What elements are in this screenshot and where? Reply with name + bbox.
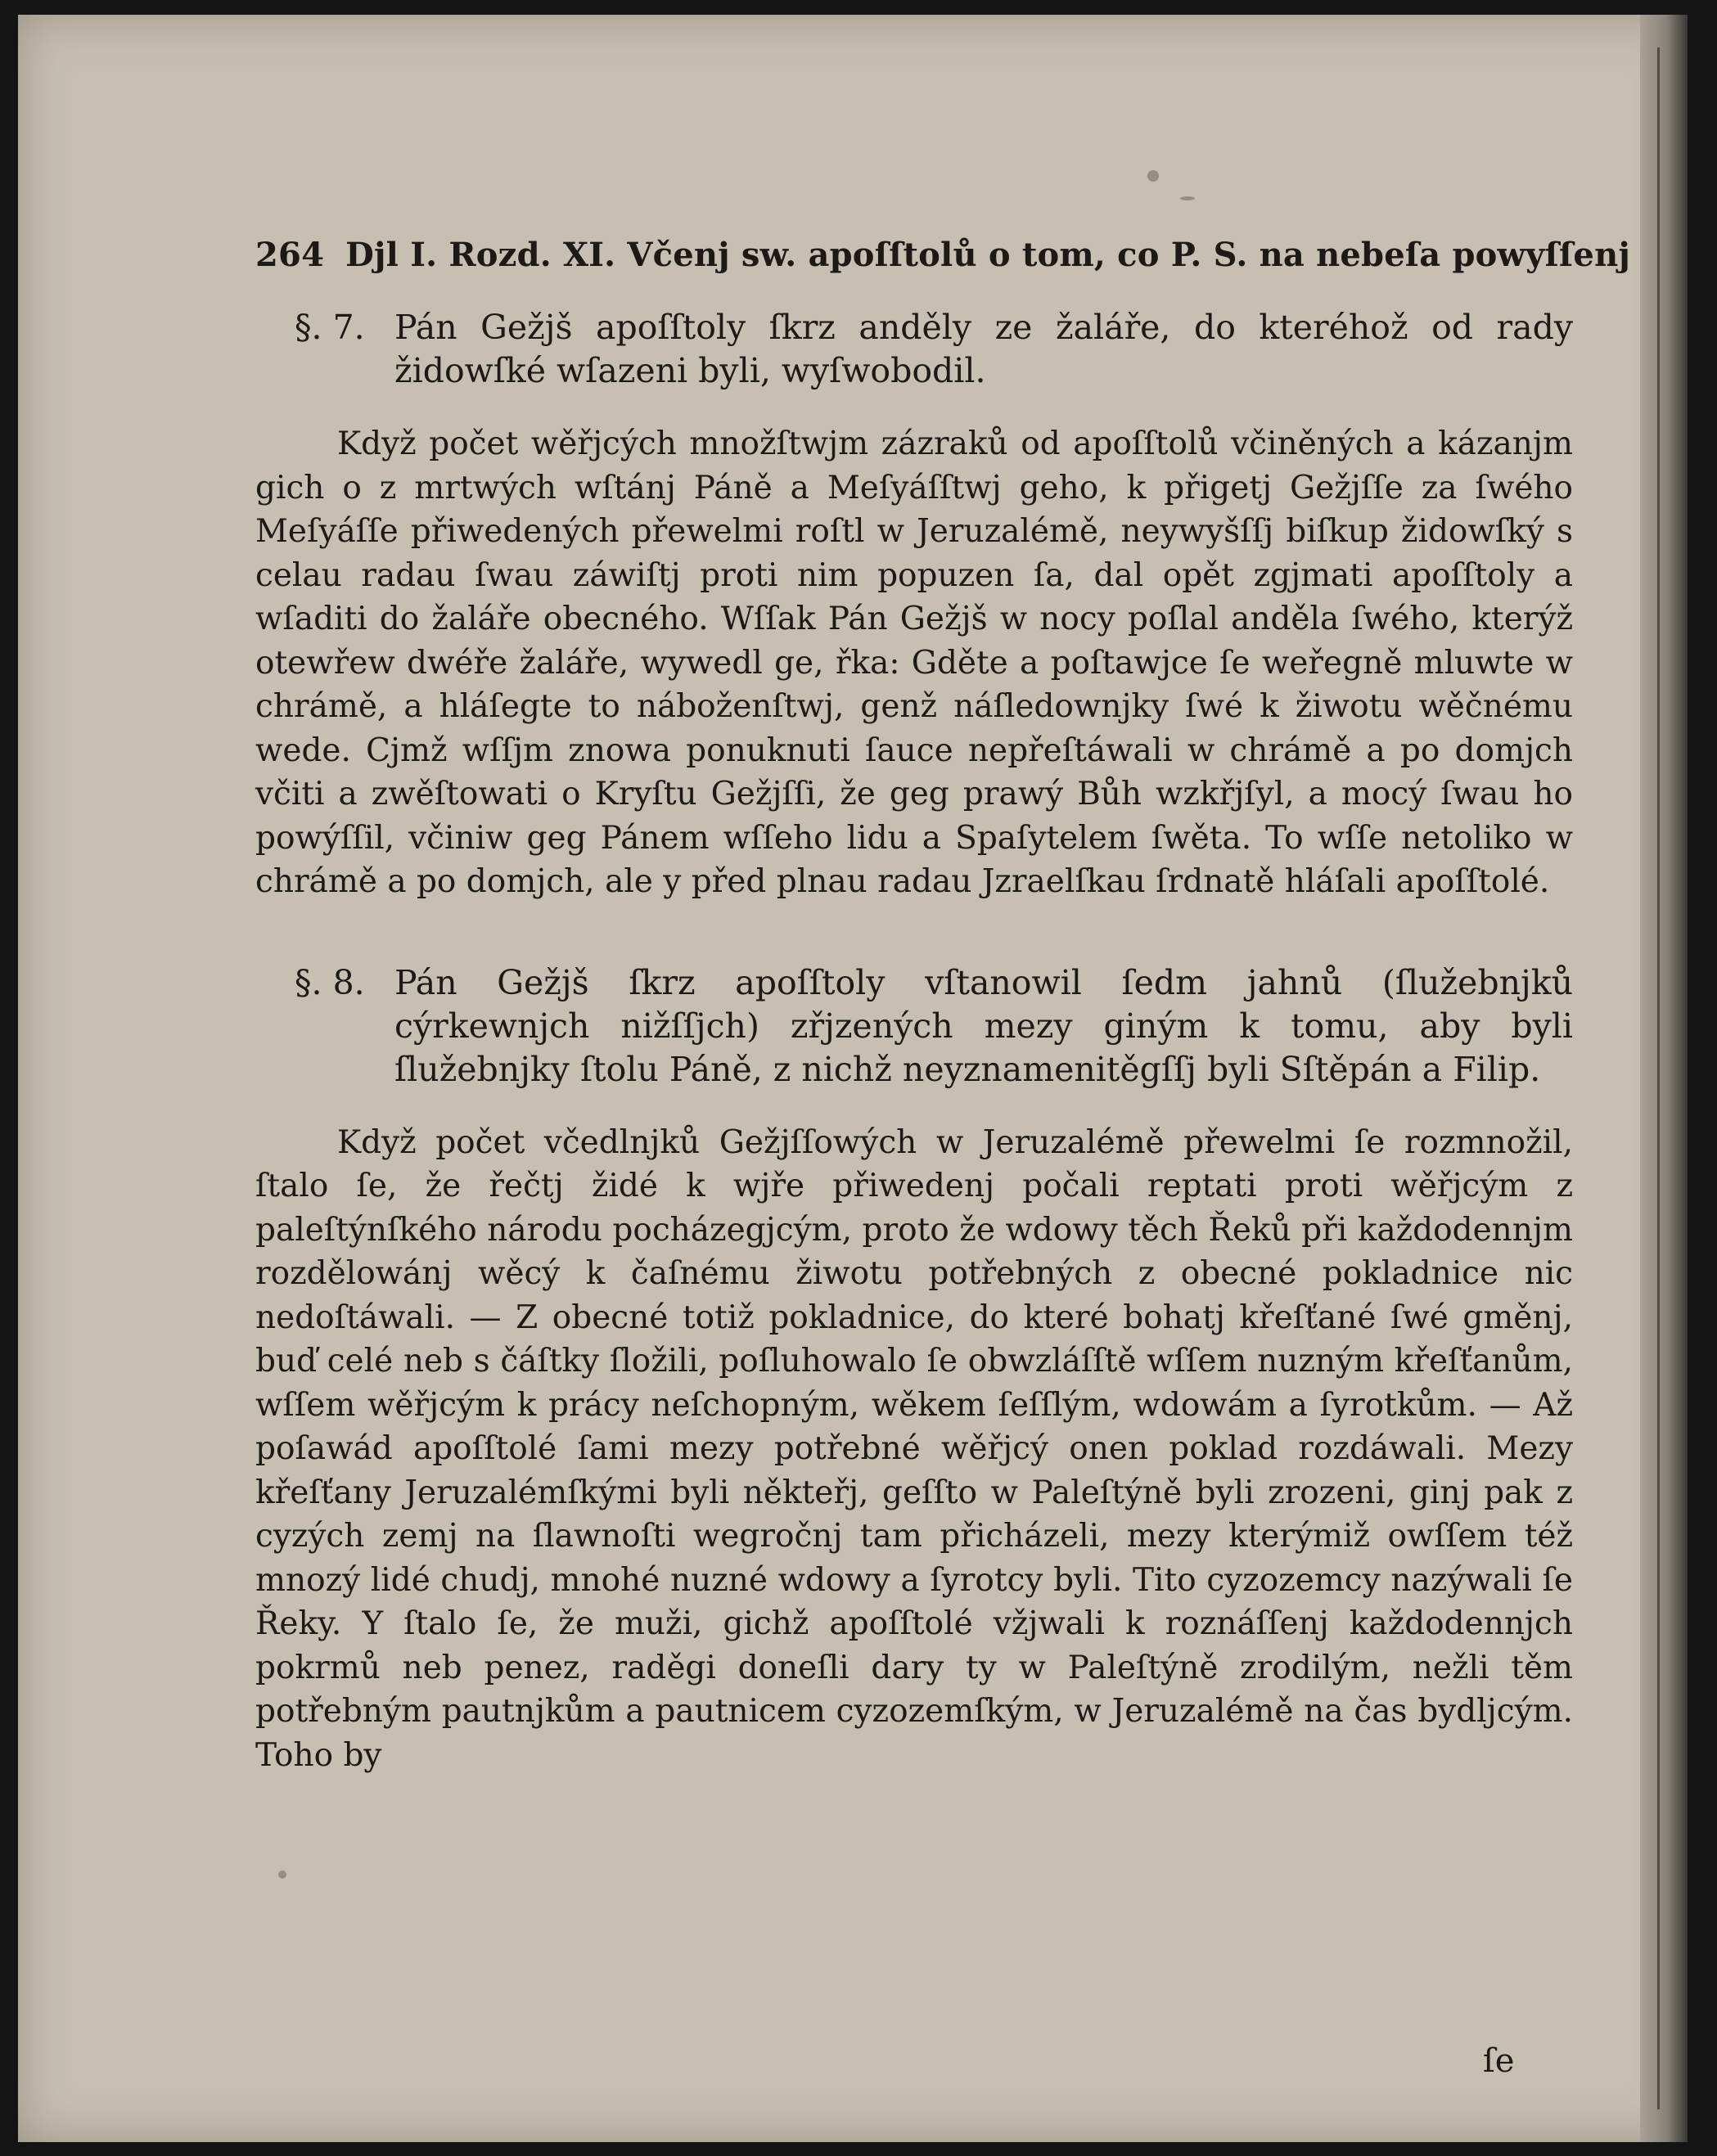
running-head-title: Djl I. Rozd. XI. Včenj sw. apoſſtolů o tom, co P. S. na nebeſa powyſſenj	[345, 236, 1631, 274]
page-text	[255, 234, 1631, 1777]
ink-speck	[1180, 196, 1195, 200]
section-title: Pán Gežjš ſkrz apoſſtoly vſtanowil ſedm jahnů (ſlužebnjků cýrkewnjch nižſſjch) zřjzených mezy giným k tomu, aby byli ſlužebnjky ſtolu Páně, z nichž neyznamenitěgſſj byli Sſtěpán a Filip.	[394, 962, 1573, 1089]
page-number: 264	[255, 236, 325, 274]
running-head	[255, 234, 1631, 277]
catchword: ſe	[1483, 2042, 1515, 2080]
section-heading	[255, 306, 1573, 393]
book-binding-edge	[1640, 15, 1688, 2142]
ink-speck	[1147, 170, 1159, 182]
body-paragraph: Když počet včedlnjků Gežjſſowých w Jeruzalémě přewelmi ſe rozmnožil, ſtalo ſe, že řečtj židé k wjře přiwedenj počali reptati proti wěřjcým z paleſtýnſkého národu pocházegjcým, proto že wdowy těch Řeků při každodennjm rozdělowánj wěcý k čaſnému žiwotu potřebných z obecné pokladnice nic nedoſtáwali. — Z obecné totiž pokladnice, do které bohatj křeſťané ſwé gměnj, buď celé neb s čáſtky ſložili, poſluhowalo ſe obwzláſſtě wſſem nuzným křeſťanům, wſſem wěřjcým k prácy neſchopným, wěkem ſeſſlým, wdowám a ſyrotkům. — Až poſawád apoſſtolé ſami mezy potřebné wěřjcý onen poklad rozdáwali. Mezy křeſťany Jeruzalémſkými byli někteřj, geſſto w Paleſtýně byli zrozeni, ginj pak z cyzých zemj na ſlawnoſti wegročnj tam přicházeli, mezy kterýmiž owſſem též mnozý lidé chudj, mnohé nuzné wdowy a ſyrotcy byli. Tito cyzozemcy nazýwali ſe Řeky. Y ſtalo ſe, že muži, gichž apoſſtolé vžjwali k roznáſſenj každodennjch pokrmů neb penez, raděgi doneſli dary ty w Paleſtýně zrodilým, nežli těm potřebným pautnjkům a pautnicem cyzozemſkým, w Jeruzalémě na čas bydljcým. Toho by	[255, 1123, 1573, 1774]
section-heading	[255, 961, 1573, 1092]
binding-shadow-line	[1657, 47, 1660, 2109]
ink-speck	[278, 1870, 286, 1879]
body-paragraph: Když počet wěřjcých množſtwjm zázraků od apoſſtolů včiněných a kázanjm gich o z mrtwých wſtánj Páně a Meſyáſſtwj geho, k přigetj Gežjſſe za ſwého Meſyáſſe přiwedených přewelmi roſtl w Jeruzalémě, neywyšſſj biſkup židowſký s celau radau ſwau záwiſtj proti nim popuzen ſa, dal opět zgjmati apoſſtoly a wſaditi do žaláře obecného. Wſſak Pán Gežjš w nocy poſlal anděla ſwého, kterýž otewřew dwéře žaláře, wywedl ge, řka: Gděte a poſtawjce ſe weřegně mluwte w chrámě, a hláſegte to náboženſtwj, genž náſledownjky ſwé k žiwotu wěčnému wede. Cjmž wſſjm znowa ponuknuti ſauce nepřeſtáwali w chrámě a po domjch včiti a zwěſtowati o Kryſtu Gežjſſi, že geg prawý Bůh wzkřjſyl, a mocý ſwau ho powýſſil, včiniw geg Pánem wſſeho lidu a Spaſytelem ſwěta. To wſſe netoliko w chrámě a po domjch, ale y před plnau radau Jzraelſkau ſrdnatě hláſali apoſſtolé.	[255, 425, 1573, 900]
section-number: §. 8.	[295, 962, 365, 1002]
book-page	[18, 15, 1688, 2142]
section-title: Pán Gežjš apoſſtoly ſkrz anděly ze žaláře, do kteréhož od rady židowſké wſazeni byli, wyſwobodil.	[394, 308, 1573, 390]
section-number: §. 7.	[295, 308, 365, 347]
